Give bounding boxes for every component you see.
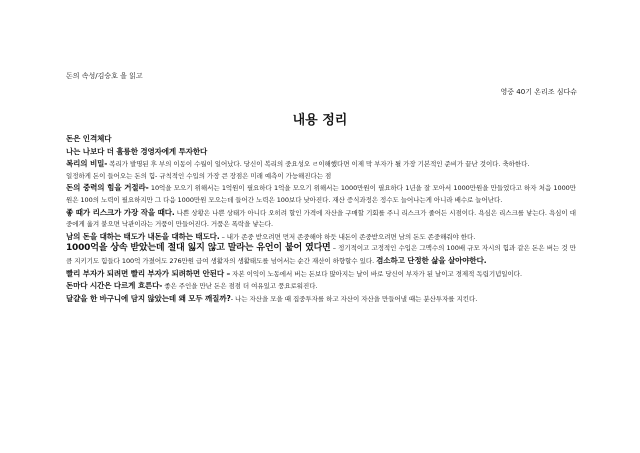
- heading-text: 돈은 인격체다: [66, 134, 112, 143]
- body-text: 나쁜 상황은 나쁜 상태가 아니다 오히려 할인 가격에 자산을 구매할 기회를 주니 리스크가 줄어든 시점이다. 욕심은 리스크를 낳는다. 욕심이 대중에게 옮겨 붙으면 낙관이라는 거품이 만들어진다. 거품은 폭락을 낳는다.: [66, 208, 576, 229]
- source-line: 돈의 속성/김승호 을 읽고: [66, 72, 143, 80]
- paragraph: [66, 207, 576, 231]
- document-body: [66, 133, 576, 305]
- heading-text: 남의 돈을 대하는 태도가 내돈을 대하는 태도다.: [66, 231, 220, 241]
- section-heading: [66, 133, 576, 146]
- body-text: – 내가 존중 받으려면 먼저 존중해야 하듯 내돈이 존중받으려면 남의 돈도 존중해줘야 한다.: [219, 232, 476, 241]
- body-text: – 정기적이고 고정적인 수입은 그맥수의 100배 규모 자시의 힘과 같은 돈은 버는 것 만큼 지키기도 힘들다 100억 가졌어도 276만원 급여 생활자의 생활태도를 넘어서는 순간 재산이 하향할수 있다.: [66, 244, 576, 265]
- paragraph: [66, 243, 576, 267]
- paragraph: [66, 268, 576, 281]
- emphasis-text: 겸소하고 단정한 삶을 살아야한다.: [376, 255, 487, 265]
- heading-text: 돈의 중력의 힘을 거절라-: [66, 183, 149, 193]
- body-text: 자본 이익이 노동에서 버는 돈보다 많아지는 날이 바로 당신이 부자가 된 날이고 경제적 독립기념일이다.: [230, 269, 523, 278]
- heading-text: 돈마다 시간은 다르게 흐른다-: [66, 281, 163, 291]
- body-text: 복리가 발명된 후 부의 이동이 수월이 일어났다. 당신이 복리의 중요성오 ㄹ이해했다면 이제 막 부자가 될 가장 기본적인 준비가 끝난 것이다. 축하한다.: [107, 160, 530, 169]
- paragraph: [66, 231, 576, 244]
- heading-text: 복리의 비밀-: [66, 159, 108, 169]
- section-heading: [66, 146, 576, 159]
- heading-text: 달걀을 한 바구니에 담지 않았는데 왜 모두 깨질까?: [66, 293, 231, 303]
- paragraph: [66, 182, 576, 206]
- paragraph: [66, 293, 576, 306]
- body-text: 10억을 모으기 위해서는 1억원이 필요하다 1억을 모으기 위해서는 1000만원이 필요하다 1년을 잘 모아서 1000만원을 만들었다고 하자 처음 1000만원은 100의 노력이 필요하지만 그 다음 1000만원 모으는데 들어간 노력은 100보다 낮아진다. 재산 증식과정은 정수도 늘어나는게 아니라 배수로 늘어난다.: [66, 184, 576, 204]
- paragraph: [66, 171, 576, 183]
- heading-text: 나는 나보다 더 훌륭한 경영자에게 투자한다: [66, 146, 208, 156]
- body-text: 좋은 주인을 만난 돈은 점점 더 여유있고 풍요로워진다.: [162, 282, 318, 291]
- document-title: 내용 정리: [292, 113, 348, 128]
- heading-text: 빨리 부자가 되려면 빨리 부자가 되려하면 안된다 –: [66, 268, 231, 278]
- body-text: 일정하게 돈이 들어오는 돈의 힘- 규칙적인 수입의 가장 큰 장점은 미래 예측이 가능해진다는 점: [66, 171, 332, 180]
- paragraph: [66, 158, 576, 171]
- heading-text: 좋 때가 리스크가 가장 작을 때다.: [66, 207, 175, 217]
- heading-text: 1000억을 상속 받았는데 절대 잃지 않고 말라는 유언이 붙어 였다면: [66, 243, 331, 254]
- paragraph: [66, 280, 576, 293]
- author-line: 영중 40기 온리조 심다슈: [500, 88, 577, 96]
- body-text: - 나는 자산을 모을 때 집중투자를 하고 자산이 자산을 만들어낼 때는 분산투자를 지킨다.: [230, 294, 478, 303]
